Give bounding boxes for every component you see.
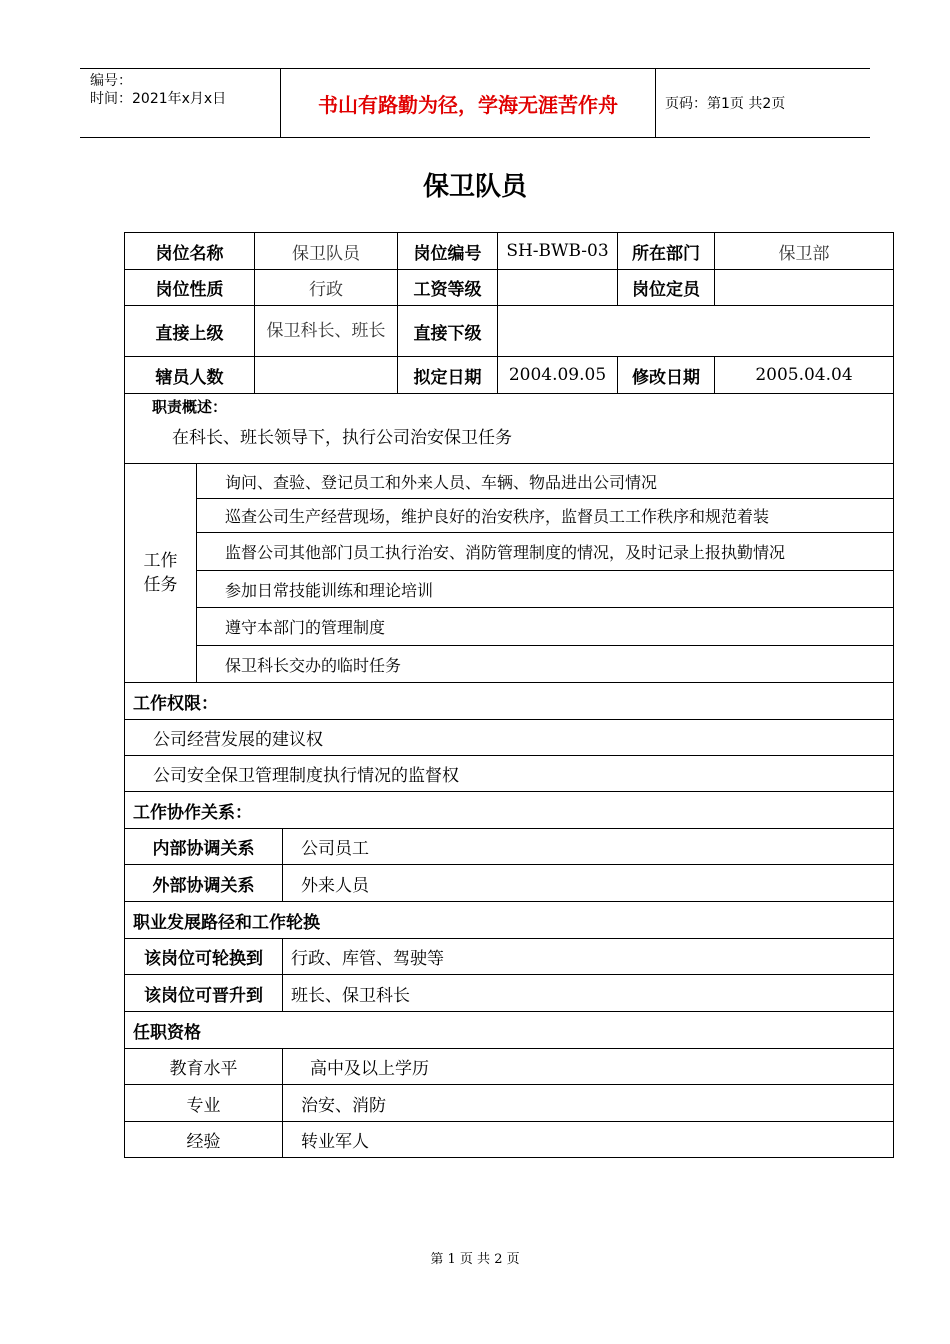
- task-item: 保卫科长交办的临时任务: [197, 646, 894, 683]
- task-item: 询问、查验、登记员工和外来人员、车辆、物品进出公司情况: [197, 464, 894, 499]
- table-row: [125, 1049, 894, 1085]
- career-label: 职业发展路径和工作轮换: [125, 902, 894, 939]
- label-cell: 所在部门: [618, 233, 715, 270]
- table-row: [125, 792, 894, 829]
- table-row: [125, 533, 894, 571]
- table-row: [125, 720, 894, 756]
- authority-label: 工作权限：: [125, 683, 894, 720]
- major-label: 专业: [125, 1085, 283, 1122]
- table-row: [125, 306, 894, 357]
- number-label: 编号：: [90, 73, 132, 89]
- page-title: 保卫队员: [422, 172, 527, 202]
- value-cell: 2004.09.05: [498, 357, 618, 394]
- table-row: [125, 829, 894, 865]
- education-value: 高中及以上学历: [283, 1049, 894, 1085]
- promote-value: 班长、保卫科长: [283, 975, 894, 1012]
- table-row: [125, 608, 894, 646]
- internal-label: 内部协调关系: [125, 829, 283, 865]
- authority-item: 公司经营发展的建议权: [125, 720, 894, 756]
- table-row: [125, 683, 894, 720]
- motto: 书山有路勤为径，学海无涯苦作舟: [281, 69, 656, 137]
- task-item: 遵守本部门的管理制度: [197, 608, 894, 646]
- external-label: 外部协调关系: [125, 865, 283, 902]
- tasks-table: [124, 463, 894, 683]
- page-footer: 第 1 页 共 2 页: [430, 1252, 520, 1267]
- label-cell: 岗位名称: [125, 233, 255, 270]
- date-label: 时间：2021年x月x日: [90, 91, 227, 107]
- label-cell: 岗位性质: [125, 270, 255, 306]
- authority-item: 公司安全保卫管理制度执行情况的监督权: [125, 756, 894, 792]
- external-value: 外来人员: [283, 865, 894, 902]
- label-cell: 直接上级: [125, 306, 255, 357]
- value-cell: 保卫队员: [255, 233, 398, 270]
- responsibility-text: 在科长、班长领导下，执行公司治安保卫任务: [172, 428, 512, 448]
- table-row: [125, 939, 894, 975]
- details-table: [124, 682, 894, 1158]
- value-cell: [715, 270, 894, 306]
- table-row: [125, 1085, 894, 1122]
- table-row: [125, 394, 894, 464]
- table-row: [125, 756, 894, 792]
- table-row: [125, 1122, 894, 1158]
- label-cell: 直接下级: [398, 306, 498, 357]
- table-row: [125, 865, 894, 902]
- value-cell: [255, 357, 398, 394]
- page-info: 页码：第1页 共2页: [665, 96, 786, 112]
- header-info-cell: [80, 69, 281, 137]
- task-item: 巡查公司生产经营现场，维护良好的治安秩序，监督员工工作秩序和规范着装: [197, 499, 894, 533]
- label-cell: 辖员人数: [125, 357, 255, 394]
- label-cell: 工资等级: [398, 270, 498, 306]
- responsibility-label: 职责概述：: [152, 398, 228, 416]
- value-cell: [498, 270, 618, 306]
- table-row: [125, 233, 894, 270]
- task-item: 监督公司其他部门员工执行治安、消防管理制度的情况，及时记录上报执勤情况: [197, 533, 894, 571]
- education-label: 教育水平: [125, 1049, 283, 1085]
- rotate-label: 该岗位可轮换到: [125, 939, 283, 975]
- value-cell: 2005.04.04: [715, 357, 894, 394]
- value-cell: [498, 306, 894, 357]
- label-cell: 岗位定员: [618, 270, 715, 306]
- experience-value: 转业军人: [283, 1122, 894, 1158]
- task-item: 参加日常技能训练和理论培训: [197, 571, 894, 608]
- promote-label: 该岗位可晋升到: [125, 975, 283, 1012]
- basic-info-table: [124, 232, 894, 464]
- document-header: [80, 68, 870, 138]
- major-value: 治安、消防: [283, 1085, 894, 1122]
- qualification-label: 任职资格: [125, 1012, 894, 1049]
- value-cell: 保卫科长、班长: [255, 306, 398, 357]
- table-row: [125, 975, 894, 1012]
- responsibility-cell: [125, 394, 894, 464]
- value-cell: 保卫部: [715, 233, 894, 270]
- table-row: [125, 646, 894, 683]
- value-cell: SH-BWB-03: [498, 233, 618, 270]
- label-cell: 岗位编号: [398, 233, 498, 270]
- cooperation-label: 工作协作关系：: [125, 792, 894, 829]
- table-row: [125, 571, 894, 608]
- tasks-label: 工作 任务: [125, 464, 197, 683]
- table-row: [125, 1012, 894, 1049]
- value-cell: 行政: [255, 270, 398, 306]
- internal-value: 公司员工: [283, 829, 894, 865]
- table-row: [125, 902, 894, 939]
- table-row: [125, 357, 894, 394]
- table-row: [125, 499, 894, 533]
- table-row: [125, 464, 894, 499]
- table-row: [125, 270, 894, 306]
- rotate-value: 行政、库管、驾驶等: [283, 939, 894, 975]
- label-cell: 拟定日期: [398, 357, 498, 394]
- label-cell: 修改日期: [618, 357, 715, 394]
- experience-label: 经验: [125, 1122, 283, 1158]
